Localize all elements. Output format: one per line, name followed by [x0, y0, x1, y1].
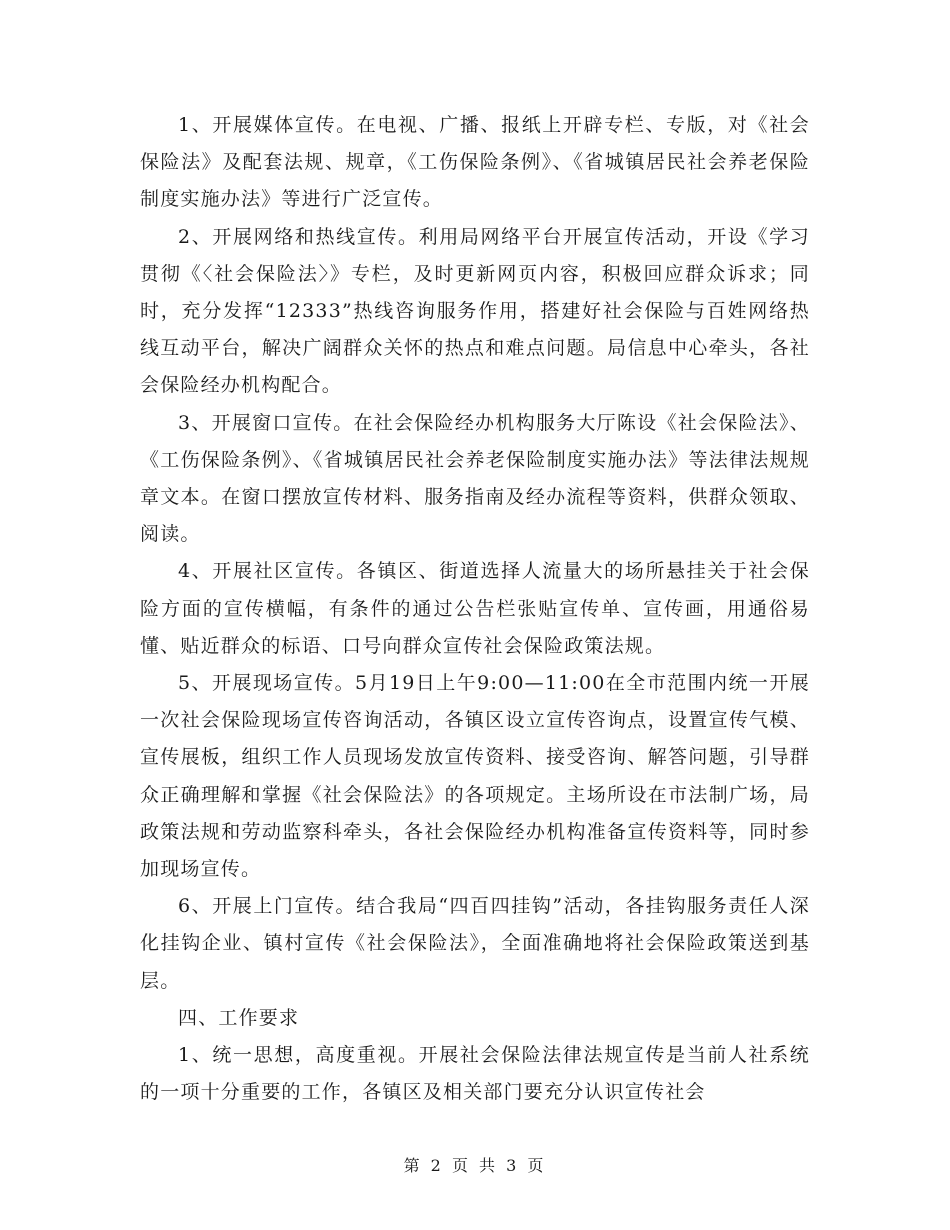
document-body: [140, 107, 810, 1111]
paragraph-onsite-publicity: 5、开展现场宣传。5月19日上午9:00—11:00在全市范围内统一开展一次社会保险现场宣传咨询活动，各镇区设立宣传咨询点，设置宣传气模、宣传展板，组织工作人员现场发放宣传资料、接受咨询、解答问题，引导群众正确理解和掌握《社会保险法》的各项规定。主场所设在市法制广场，局政策法规和劳动监察科牵头，各社会保险经办机构准备宣传资料等，同时参加现场宣传。: [140, 672, 810, 881]
section-heading-work-requirements: 四、工作要求: [178, 1006, 300, 1029]
paragraph-unify-thinking: 1、统一思想，高度重视。开展社会保险法律法规宣传是当前人社系统的一项十分重要的工作，各镇区及相关部门要充分认识宣传社会: [140, 1044, 810, 1104]
paragraph-door-to-door-publicity: 6、开展上门宣传。结合我局“四百四挂钩”活动，各挂钩服务责任人深化挂钩企业、镇村宣传《社会保险法》，全面准确地将社会保险政策送到基层。: [140, 895, 810, 992]
paragraph-network-hotline-publicity: 2、开展网络和热线宣传。利用局网络平台开展宣传活动，开设《学习贯彻《〈社会保险法〉》专栏，及时更新网页内容，积极回应群众诉求；同时，充分发挥“12333”热线咨询服务作用，搭建好社会保险与百姓网络热线互动平台，解决广阔群众关怀的热点和难点问题。局信息中心牵头，各社会保险经办机构配合。: [140, 225, 810, 397]
page-number-footer: 第 2 页 共 3 页: [403, 1156, 547, 1175]
paragraph-community-publicity: 4、开展社区宣传。各镇区、街道选择人流量大的场所悬挂关于社会保险方面的宣传横幅，有条件的通过公告栏张贴宣传单、宣传画，用通俗易懂、贴近群众的标语、口号向群众宣传社会保险政策法规。: [140, 560, 810, 657]
paragraph-window-publicity: 3、开展窗口宣传。在社会保险经办机构服务大厅陈设《社会保险法》、《工伤保险条例》、《省城镇居民社会养老保险制度实施办法》等法律法规规章文本。在窗口摆放宣传材料、服务指南及经办流程等资料，供群众领取、阅读。: [140, 411, 810, 546]
paragraph-media-publicity: 1、开展媒体宣传。在电视、广播、报纸上开辟专栏、专版，对《社会保险法》及配套法规、规章，《工伤保险条例》、《省城镇居民社会养老保险制度实施办法》等进行广泛宣传。: [140, 114, 810, 211]
